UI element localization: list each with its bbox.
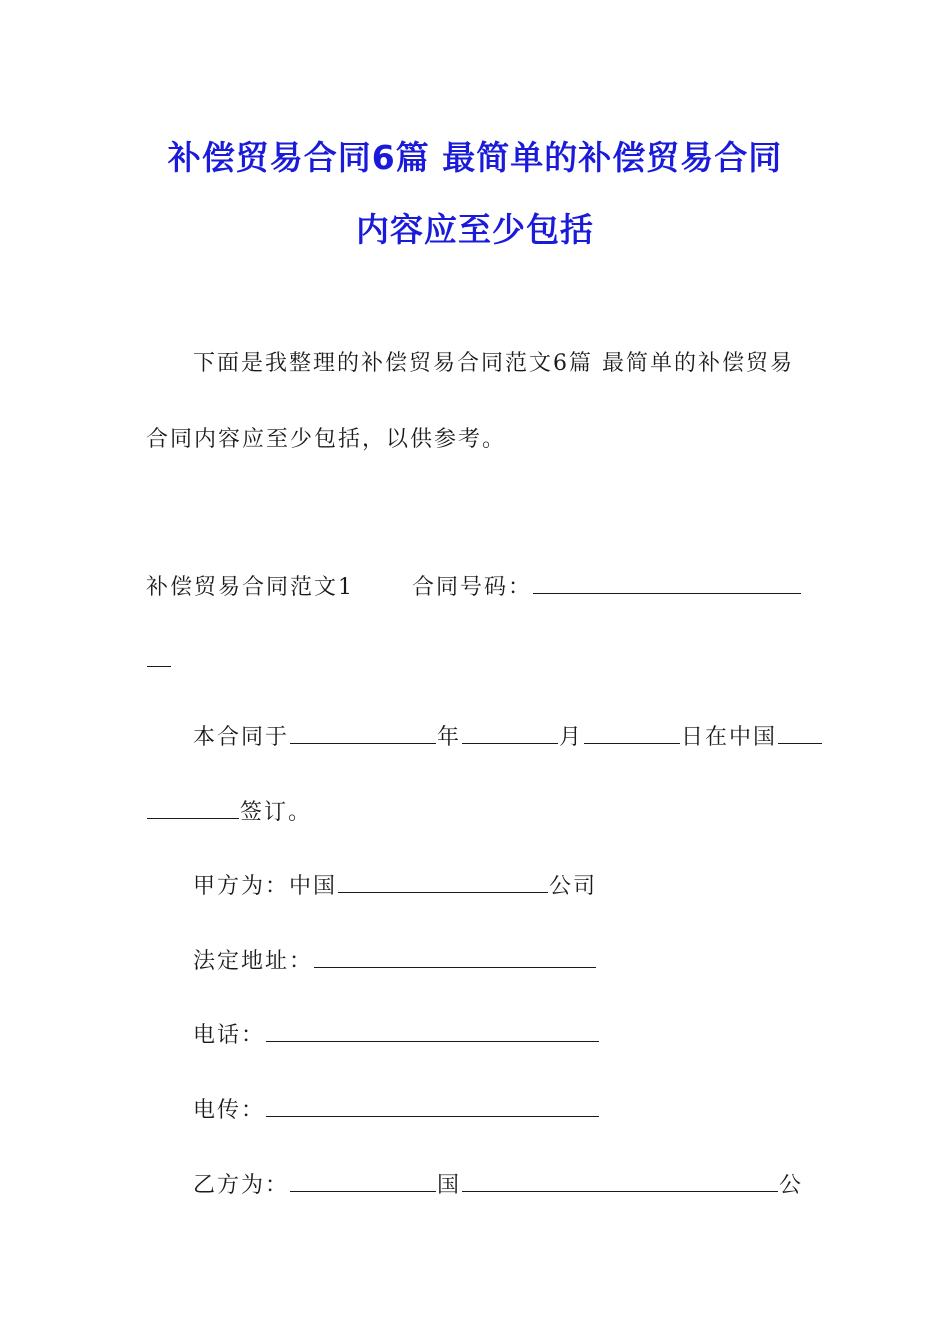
party-b-label: 乙方为： — [193, 1173, 290, 1198]
party-a-line — [193, 869, 597, 900]
party-b-country: 国 — [437, 1173, 462, 1198]
day-place-label: 日在中国 — [681, 725, 778, 750]
contract-number-continued — [146, 646, 172, 673]
day-blank — [584, 723, 680, 744]
place-blank — [778, 723, 822, 744]
address-blank — [314, 947, 596, 968]
phone-blank — [266, 1021, 599, 1042]
signed-suffix: 签订。 — [240, 800, 313, 825]
month-blank — [462, 723, 558, 744]
place-blank-continued — [147, 798, 239, 819]
phone-label: 电话： — [193, 1023, 266, 1048]
party-a-label: 甲方为：中国 — [193, 874, 338, 899]
party-b-blank — [290, 1171, 436, 1192]
phone-line — [193, 1018, 600, 1049]
party-a-company: 公司 — [549, 874, 598, 899]
contract-number-label: 合同号码： — [412, 575, 533, 600]
fax-blank — [266, 1096, 599, 1117]
signed-prefix: 本合同于 — [193, 725, 290, 750]
fax-label: 电传： — [193, 1098, 266, 1123]
intro-line-2: 合同内容应至少包括，以供参考。 — [146, 427, 507, 452]
address-line — [193, 944, 597, 975]
contract-heading: 补偿贸易合同范文1 — [146, 575, 354, 600]
party-b-company: 公 — [779, 1173, 804, 1198]
intro-line-1: 下面是我整理的补偿贸易合同范文6篇 最简单的补偿贸易 — [193, 351, 794, 376]
month-label: 月 — [559, 725, 584, 750]
contract-number-blank-continued — [147, 646, 171, 667]
fax-line — [193, 1093, 600, 1124]
address-label: 法定地址： — [193, 949, 314, 974]
document-title-line-2: 内容应至少包括 — [356, 210, 594, 249]
party-a-blank — [338, 872, 548, 893]
party-b-line — [193, 1168, 803, 1199]
document-title-line-1: 补偿贸易合同6篇 最简单的补偿贸易合同 — [167, 138, 783, 177]
signing-date-line — [193, 720, 823, 751]
year-label: 年 — [437, 725, 462, 750]
party-b-company-blank — [462, 1171, 778, 1192]
contract-number-blank — [533, 573, 801, 594]
year-blank — [290, 723, 436, 744]
signing-suffix-line — [146, 795, 312, 826]
contract-heading-row — [146, 570, 802, 601]
